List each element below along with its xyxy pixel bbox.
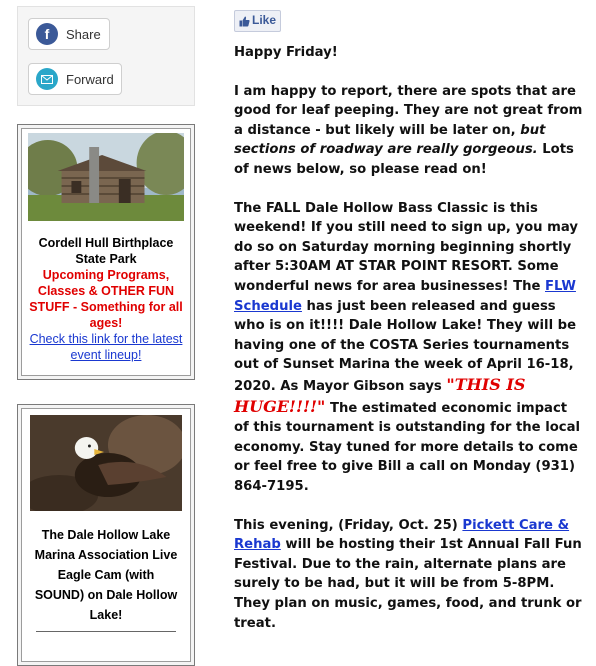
p2-text-a: The FALL Dale Hollow Bass Classic is this weekend! If you still need to sign up, you may do so on Saturday morning beginning shortly after 5:30AM AT STAR POINT RESORT. Some wonderful news for area businesses! The [234, 200, 578, 295]
event-lineup-link[interactable]: Check this link for the latest event lineup! [29, 332, 183, 362]
paragraph-leaf-peeping [234, 82, 586, 180]
forward-button[interactable] [28, 63, 122, 95]
p3-text-b: will be hosting their 1st Annual Fall Fun Festival. Due to the rain, alternate plans are surely to be had, but it will be from 5-8PM. They plan on music, games, food, and trunk or treat. [234, 537, 582, 631]
forward-label: Forward [66, 71, 114, 87]
eagle-photo [30, 415, 182, 511]
p3-text-a: This evening, (Friday, Oct. 25) [234, 517, 458, 533]
facebook-icon: f [36, 23, 58, 45]
eagle-cam-ad [17, 404, 195, 666]
share-button[interactable] [28, 18, 110, 50]
like-label: Like [252, 13, 277, 28]
pickett-care-link[interactable]: Pickett Care & Rehab [234, 517, 570, 553]
share-label: Share [66, 26, 101, 42]
like-button[interactable] [234, 10, 281, 32]
thumbs-up-icon [239, 16, 250, 27]
email-icon [36, 68, 58, 90]
cordell-hull-title: Cordell Hull Birthplace State Park [38, 236, 174, 266]
newsletter-body [234, 10, 586, 633]
cordell-hull-promo: Upcoming Programs, Classes & OTHER FUN STUFF - Something for all ages! [29, 268, 183, 330]
log-cabin-photo [28, 133, 184, 221]
p2-text-b: has just been released and guess who is on it!!!! Dale Hollow Lake! They will be having one of the COSTA Series tournaments out of Sunset Marina the week of April 16-18, 2020. As Mayor Gibson says [234, 298, 577, 394]
flw-schedule-link[interactable]: FLW Schedule [234, 279, 576, 314]
eagle-cam-text: The Dale Hollow Lake Marina Association Live Eagle Cam (with SOUND) on Dale Hollow Lake! [34, 528, 178, 622]
p1-text-a: I am happy to report, there are spots that are good for leaf peeping. They are not great from a distance - but likely will be later on, [234, 83, 583, 138]
p1-emphasis: but sections of roadway are really gorgeous. [234, 122, 546, 158]
p1-text-b: Lots of news below, so please read on! [234, 142, 574, 178]
paragraph-fall-festival [234, 516, 586, 634]
paragraph-bass-classic [234, 199, 586, 497]
this-is-huge-quote: "THIS IS HUGE!!!!" [234, 375, 526, 416]
share-panel [17, 6, 195, 106]
p2-text-c: The estimated economic impact of this tournament is outstanding for the local economy. Stay tuned for more details to come or feel free to give Bill a call on Monday (931) 864-7195. [234, 400, 581, 494]
cordell-hull-ad [17, 124, 195, 380]
greeting: Happy Friday! [234, 45, 338, 61]
divider [36, 631, 176, 632]
